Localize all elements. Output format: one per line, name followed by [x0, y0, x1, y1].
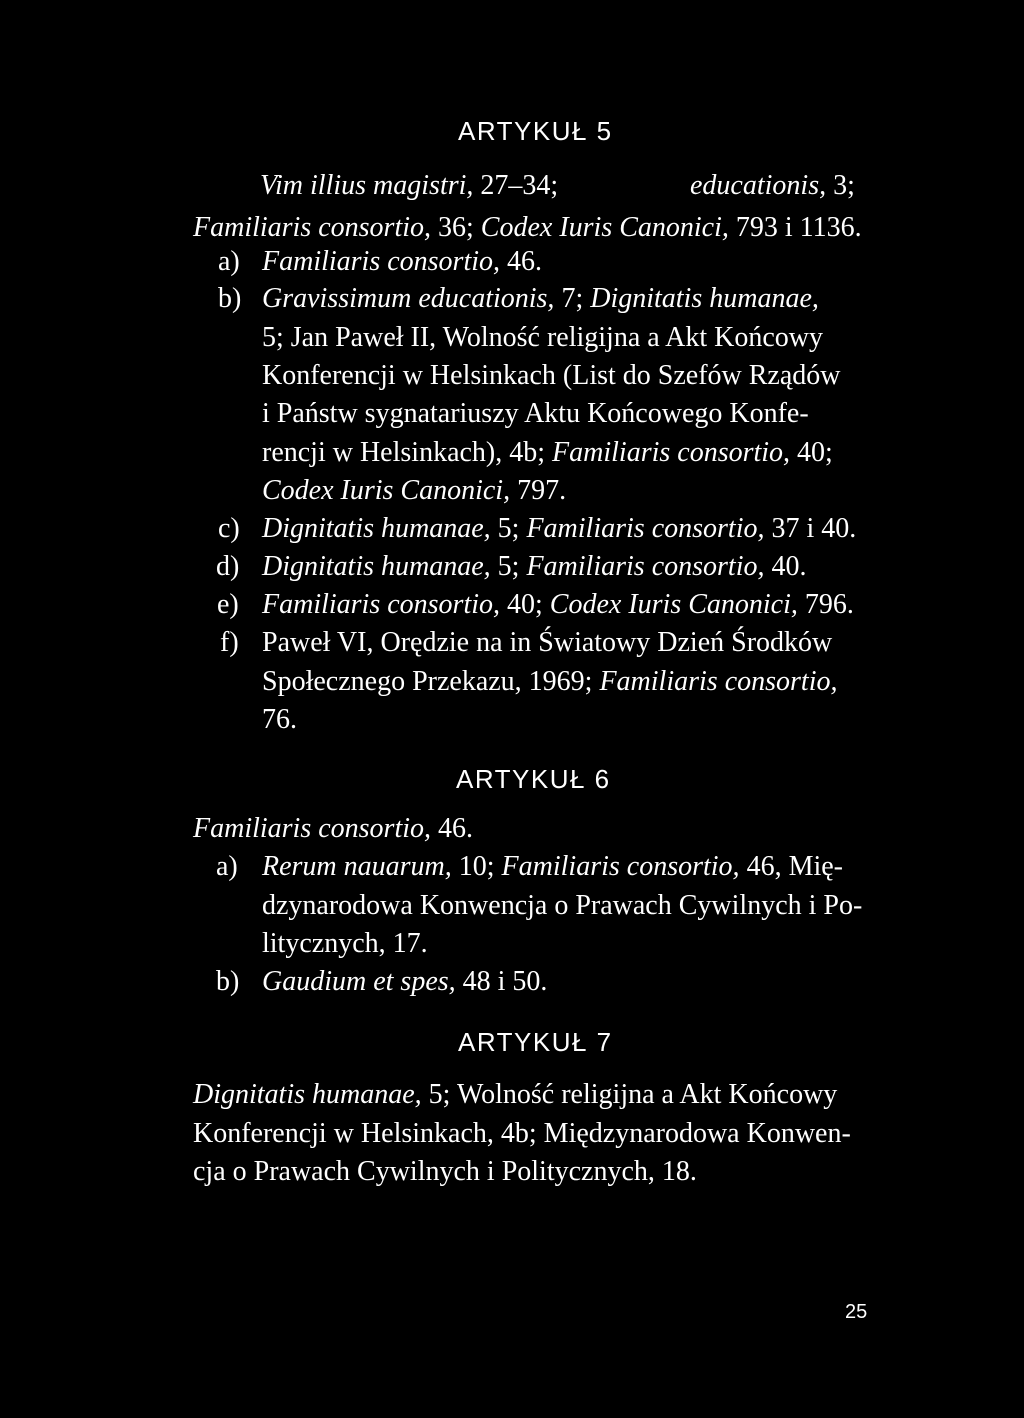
article-5-item-a [262, 248, 542, 276]
item-ref: 40; [790, 437, 833, 468]
article-5-item-f-line-2 [262, 668, 837, 696]
item-title: Dignitatis humanae, [262, 551, 491, 582]
article-6-item-a-line-1 [262, 853, 843, 881]
article-6-item-a-line-3: litycznych, 17. [262, 928, 428, 959]
article-5-intro-line-1 [260, 172, 558, 200]
article-5-intro-line-2 [193, 214, 862, 242]
intro-ref: 793 i 1136. [728, 212, 862, 243]
item-title: Familiaris consortio, [526, 513, 765, 544]
intro-title: Familiaris consortio, [193, 813, 432, 844]
intro-title: illius magistri, [310, 170, 474, 201]
intro-fragment: Vim [260, 170, 304, 201]
item-ref: 5; [490, 513, 527, 544]
article-7-line-3: cja o Prawach Cywilnych i Politycznych, 18. [193, 1156, 697, 1187]
article-5-item-b-line-5 [262, 439, 833, 467]
item-title: Familiaris consortio, [552, 437, 791, 468]
item-title: Dignitatis humanae, [262, 513, 491, 544]
article-5-item-b-line-4: i Państw sygnatariuszy Aktu Końcowego Konfe- [262, 398, 809, 429]
item-title: Familiaris consortio, [599, 666, 838, 697]
item-ref: 48 i 50. [455, 966, 548, 997]
item-f-label: f) [220, 627, 239, 658]
article-5-item-b-line-2: 5; Jan Paweł II, Wolność religijna a Akt Końcowy [262, 322, 824, 353]
item-ref: rencji w Helsinkach), 4b; [262, 437, 553, 468]
item-d-label: d) [216, 551, 240, 582]
article-5-item-e [262, 591, 854, 619]
article-5-item-b-line-3: Konferencji w Helsinkach (List do Szefów Rządów [262, 360, 841, 391]
item-e-label: e) [217, 589, 239, 620]
item-title: Gravissimum educationis, [262, 283, 555, 314]
item-ref: 37 i 40. [764, 513, 857, 544]
article-5-item-f-line-3: 76. [262, 704, 297, 735]
article-5-item-f-line-1: Paweł VI, Orędzie na in Światowy Dzień Środków [262, 627, 833, 658]
item-a-label: a) [216, 851, 238, 882]
intro-ref: 27–34; [473, 170, 559, 201]
item-ref: 40. [764, 551, 807, 582]
item-title: Gaudium et spes, [262, 966, 456, 997]
intro-ref: 36; [431, 212, 481, 243]
article-7-line-1 [193, 1081, 837, 1109]
item-title: Familiaris consortio, [262, 589, 501, 620]
item-c-label: c) [218, 513, 240, 544]
item-title: Familiaris consortio, [501, 851, 740, 882]
intro-title: educationis, [690, 170, 827, 201]
article-5-intro-line-1-right [690, 172, 855, 200]
item-ref: 797. [510, 475, 567, 506]
text-title: Dignitatis humanae, [193, 1079, 422, 1110]
text-ref: 5; Wolność religijna a Akt Końcowy [421, 1079, 838, 1110]
article-6-item-a-line-2: dzynarodowa Konwencja o Prawach Cywilnych i Po- [262, 890, 863, 921]
article-7-line-2: Konferencji w Helsinkach, 4b; Międzynarodowa Konwen- [193, 1118, 851, 1149]
item-ref: 40; [500, 589, 550, 620]
article-6-heading: ARTYKUŁ 6 [456, 764, 611, 794]
item-b-label: b) [216, 966, 240, 997]
item-title: Familiaris consortio, [526, 551, 765, 582]
item-title: Rerum nauarum, [262, 851, 452, 882]
intro-title: Familiaris consortio, [193, 212, 432, 243]
intro-title: Codex Iuris Canonici, [480, 212, 729, 243]
article-5-heading: ARTYKUŁ 5 [458, 116, 613, 146]
item-ref: 46, Mię- [739, 851, 843, 882]
item-title: Codex Iuris Canonici, [262, 475, 511, 506]
article-5-item-c [262, 515, 856, 543]
item-ref: 7; [554, 283, 591, 314]
article-5-item-b-line-6 [262, 477, 566, 505]
item-ref: 10; [451, 851, 502, 882]
item-ref: Społecznego Przekazu, 1969; [262, 666, 600, 697]
article-7-heading: ARTYKUŁ 7 [458, 1027, 613, 1057]
item-title: Codex Iuris Canonici, [549, 589, 798, 620]
article-6-item-b [262, 968, 547, 996]
article-5-item-d [262, 553, 806, 581]
item-title: Familiaris consortio, [262, 246, 501, 277]
item-title: Dignitatis humanae, [590, 283, 819, 314]
intro-ref: 3; [826, 170, 855, 201]
item-ref: 5; [490, 551, 527, 582]
intro-ref: 46. [431, 813, 474, 844]
item-a-label: a) [218, 246, 240, 277]
page-number: 25 [845, 1301, 868, 1323]
item-ref: 46. [500, 246, 543, 277]
item-ref: 796. [797, 589, 854, 620]
article-6-intro [193, 815, 473, 843]
article-5-item-b-line-1 [262, 285, 819, 313]
item-b-label: b) [218, 283, 242, 314]
